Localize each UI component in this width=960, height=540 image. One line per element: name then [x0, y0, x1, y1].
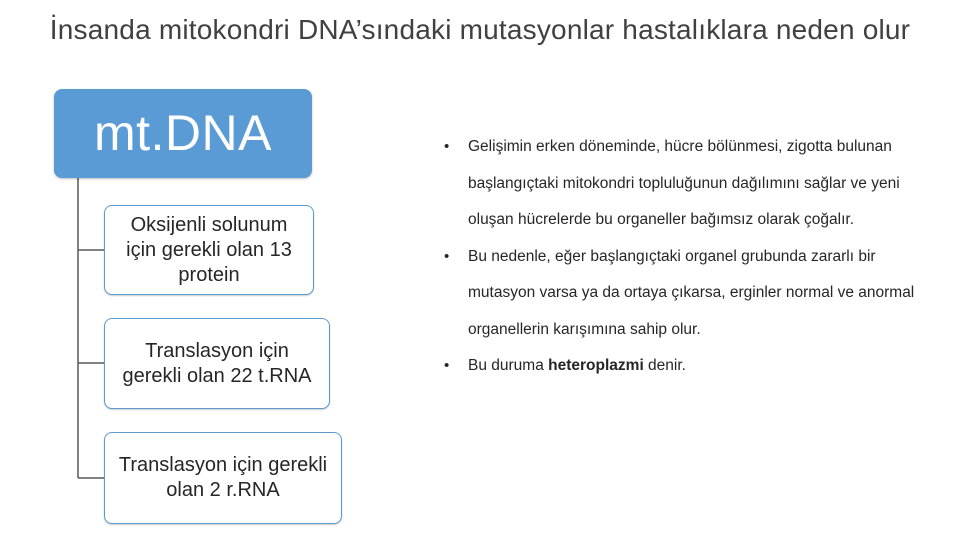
- bullet-text: Bu nedenle, eğer başlangıçtaki organel grubunda zararlı bir mutasyon varsa ya da ortaya çıkarsa, erginler normal ve anormal organellerin karışımına sahip olur.: [468, 247, 915, 338]
- slide-title: İnsanda mitokondri DNA’sındaki mutasyonlar hastalıklara neden olur: [49, 14, 911, 45]
- child-node-label: Translasyon için gerekli olan 22 t.RNA: [122, 339, 312, 387]
- bullet-dot-icon: [444, 348, 449, 385]
- bullet-list: [444, 129, 944, 385]
- bullet-item: [444, 348, 944, 385]
- child-node-proteins: [104, 205, 314, 295]
- root-node-mtdna: mt.DNA: [54, 89, 312, 178]
- bullet-text-bold-term: heteroplazmi: [548, 357, 644, 374]
- bullet-item: [444, 239, 944, 349]
- bullet-dot-icon: [444, 239, 449, 276]
- bullet-text: Gelişimin erken döneminde, hücre bölünmesi, zigotta bulunan başlangıçtaki mitokondri topluluğunun dağılımını sağlar ve yeni oluşan hücrelerde bu organeller bağımsız olarak çoğalır.: [468, 138, 900, 228]
- bullet-item: [444, 129, 944, 239]
- bullet-text-before: Bu duruma: [468, 357, 549, 374]
- bullet-text-after: denir.: [643, 357, 686, 374]
- bullet-dot-icon: [444, 129, 449, 166]
- child-node-label: Oksijenli solunum için gerekli olan 13 protein: [126, 213, 292, 286]
- child-node-label: Translasyon için gerekli olan 2 r.RNA: [118, 454, 328, 501]
- child-node-trna: [104, 318, 330, 409]
- child-node-rrna: [104, 432, 342, 524]
